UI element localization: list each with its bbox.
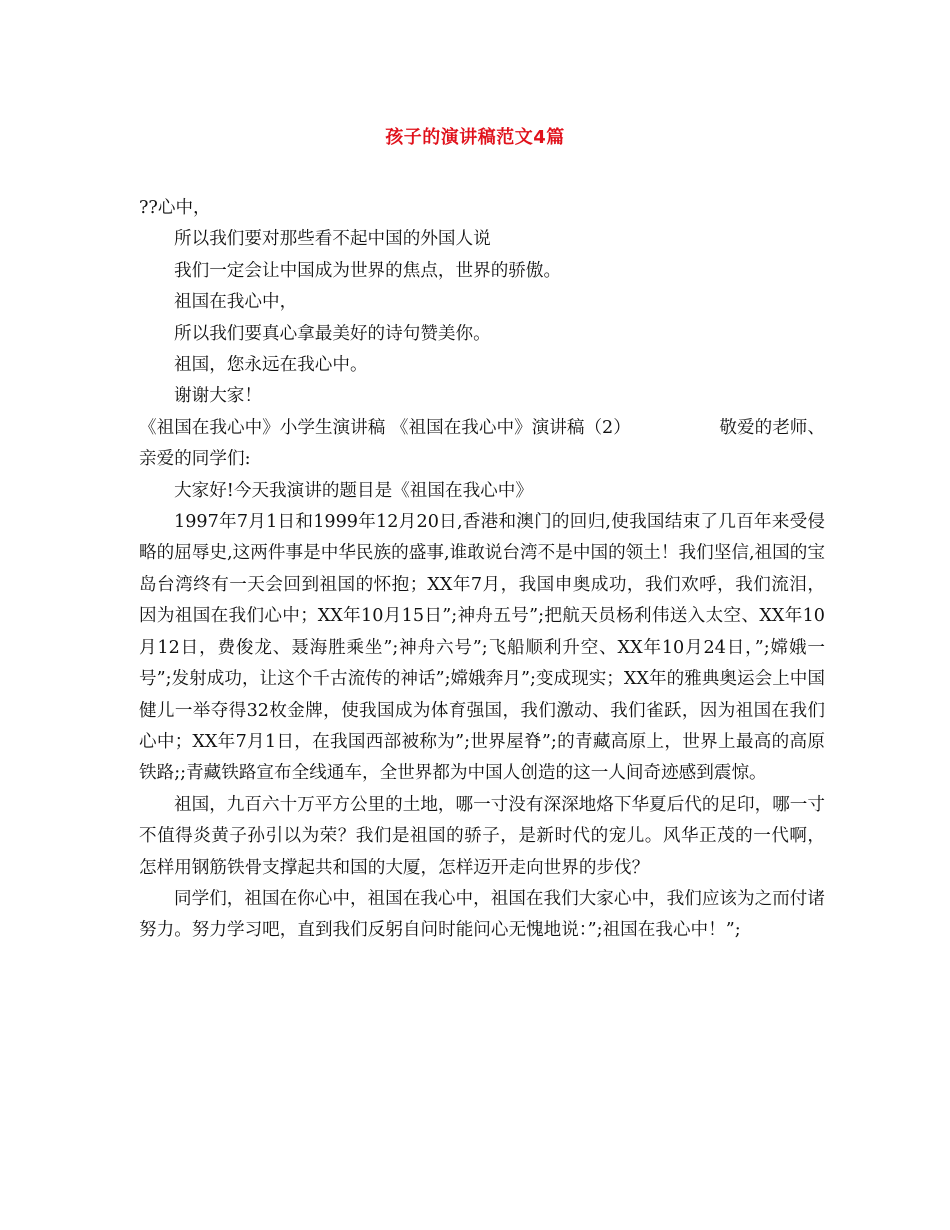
document-body (139, 193, 825, 947)
text-line: 祖国在我心中， (174, 292, 298, 313)
text-line: ??心中， (139, 198, 211, 218)
paragraph: 1997年7月1日和1999年12月20日,香港和澳门的回归,使我国结束了几百年来受侵略的屈辱史,这两件事是中华民族的盛事,谁敢说台湾不是中国的领土！我们坚信,祖国的宝岛台湾终有一天会回到祖国的怀抱；XX年7月，我国申奥成功，我们欢呼，我们流泪，因为祖国在我们心中；XX年10月15日”;神舟五号”;把航天员杨利伟送入太空、XX年10月12日，费俊龙、聂海胜乘坐”;神舟六号”;飞船顺利升空、XX年10月24日，”;嫦娥一号”;发射成功，让这个千古流传的神话”;嫦娥奔月”;变成现实；XX年的雅典奥运会上中国健儿一举夺得32枚金牌，使我国成为体育强国，我们激动、我们雀跃，因为祖国在我们心中；XX年7月1日，在我国西部被称为”;世界屋脊”;的青藏高原上，世界上最高的高原铁路;;青藏铁路宣布全线通车，全世界都为中国人创造的这一人间奇迹感到震惊。 (139, 512, 825, 784)
text-line: 我们一定会让中国成为世界的焦点，世界的骄傲。 (174, 260, 562, 281)
text-line: 所以我们要真心拿最美好的诗句赞美你。 (174, 323, 491, 344)
speech-heading-line (139, 413, 825, 444)
paragraph: 同学们，祖国在你心中，祖国在我心中，祖国在我们大家心中，我们应该为之而付诸努力。努力学习吧，直到我们反躬自问时能问心无愧地说：”;祖国在我心中！”; (139, 888, 825, 941)
intro-line: 大家好!今天我演讲的题目是《祖国在我心中》 (174, 480, 533, 501)
speech-heading-right: 敬爱的老师、 (719, 417, 825, 438)
greeting-line: 亲爱的同学们: (139, 449, 251, 470)
document-title: 孩子的演讲稿范文4篇 (385, 127, 565, 148)
paragraph: 祖国，九百六十万平方公里的土地，哪一寸没有深深地烙下华夏后代的足印，哪一寸不值得炎黄子孙引以为荣？我们是祖国的骄子，是新时代的宠儿。风华正茂的一代啊，怎样用钢筋铁骨支撑起共和国的大厦，怎样迈开走向世界的步伐？ (139, 794, 825, 878)
text-line: 所以我们要对那些看不起中国的外国人说 (174, 229, 491, 250)
text-line: 谢谢大家！ (174, 386, 262, 407)
text-line: 祖国，您永远在我心中。 (174, 355, 368, 376)
speech-heading-left: 《祖国在我心中》小学生演讲稿 《祖国在我心中》演讲稿（2） (139, 417, 631, 438)
